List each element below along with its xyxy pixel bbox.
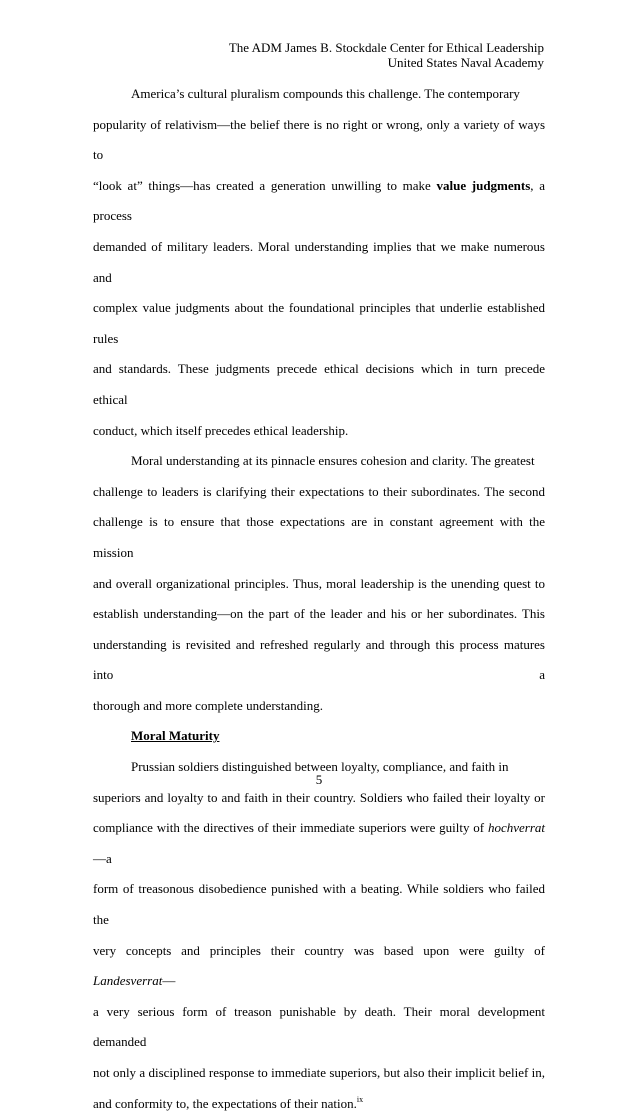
header-institution-line: The ADM James B. Stockdale Center for Ethical Leadership: [228, 40, 544, 55]
paragraph-3-line: a very serious form of treason punishable by death. Their moral development demanded: [93, 1003, 545, 1050]
paragraph-2-line: establish understanding—on the part of the leader and his or her subordinates. This: [93, 606, 545, 622]
paragraph-1-line: and standards. These judgments precede ethical decisions which in turn precede ethical: [93, 361, 545, 407]
paragraph-3-line: Prussian soldiers distinguished between loyalty, compliance, and faith in: [131, 759, 509, 775]
bold-term: value judgments: [436, 177, 531, 193]
paragraph-1-line: popularity of relativism—the belief there is no right or wrong, only a variety of ways to: [93, 116, 545, 163]
paragraph-3-line: [93, 936, 545, 997]
paragraph-3-line: not only a disciplined response to immediate superiors, but also their implicit belief in,: [93, 1065, 545, 1080]
paragraph-1-line: complex value judgments about the foundational principles that underlie established rules: [93, 300, 545, 346]
text-run: and conformity to, the expectations of their nation.: [93, 1095, 357, 1111]
paragraph-2-line: thorough and more complete understanding.: [93, 697, 323, 713]
text-run: “look at” things—has created a generation unwilling to make: [93, 177, 437, 193]
text-run: , a process: [93, 177, 545, 224]
paragraph-2-line: and overall organizational principles. Thus, moral leadership is the unending quest to: [93, 575, 545, 591]
paragraph-2-line: Moral understanding at its pinnacle ensures cohesion and clarity. The greatest: [131, 453, 535, 469]
paragraph-3-line: [93, 813, 545, 874]
page-number: 5: [315, 772, 323, 787]
italic-term: hochverrat: [487, 820, 545, 836]
footnote-marker[interactable]: ix: [356, 1094, 364, 1104]
section-heading: Moral Maturity: [131, 728, 220, 744]
paragraph-2-line: understanding is revisited and refreshed regularly and through this process matures into a: [93, 636, 545, 683]
paragraph-1-line: demanded of military leaders. Moral understanding implies that we make numerous and: [93, 238, 545, 285]
body-text: [93, 79, 545, 1119]
text-run: compliance with the directives of their immediate superiors were guilty of: [93, 820, 488, 836]
header-academy-line: United States Naval Academy: [387, 55, 544, 70]
paragraph-2-line: challenge is to ensure that those expectations are in constant agreement with the mission: [93, 514, 545, 560]
text-run: —: [162, 973, 176, 989]
paragraph-1-line: [93, 171, 545, 232]
paragraph-3-line: form of treasonous disobedience punished with a beating. While soldiers who failed the: [93, 881, 545, 928]
page-header: [229, 40, 544, 70]
paragraph-2-line: challenge to leaders is clarifying their expectations to their subordinates. The second: [93, 483, 545, 499]
paragraph-3-line: [93, 1089, 545, 1119]
text-run: very concepts and principles their country was based upon were guilty of: [93, 942, 545, 958]
italic-term: Landesverrat: [93, 973, 163, 989]
paragraph-1-line: conduct, which itself precedes ethical leadership.: [93, 422, 349, 438]
text-run: —a: [93, 850, 112, 866]
paragraph-3-line: superiors and loyalty to and faith in their country. Soldiers who failed their loyalty or: [93, 789, 545, 805]
section-heading-line: [93, 721, 545, 752]
paragraph-1-line: America’s cultural pluralism compounds this challenge. The contemporary: [131, 86, 520, 101]
